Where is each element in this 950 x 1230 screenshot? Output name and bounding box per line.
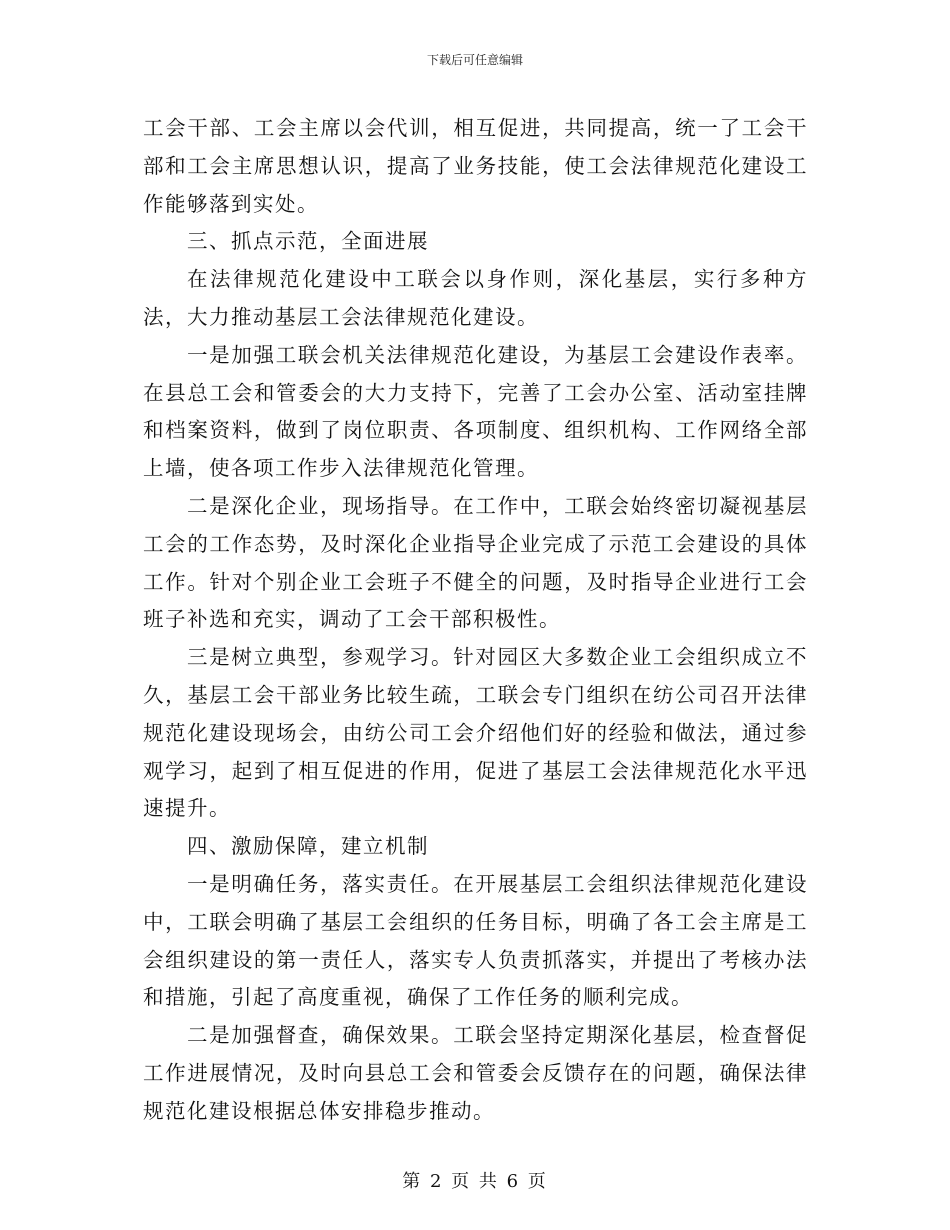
section-heading-3: 三、抓点示范，全面进展 xyxy=(187,229,429,254)
paragraph: 二是加强督查，确保效果。工联会坚持定期深化基层，检查督促工作进展情况，及时向县总工会和管委会反馈存在的问题，确保法律规范化建设根据总体安排稳步推动。 xyxy=(143,1023,808,1123)
paragraph: 一是明确任务，落实责任。在开展基层工会组织法律规范化建设中，工联会明确了基层工会组织的任务目标，明确了各工会主席是工会组织建设的第一责任人，落实专人负责抓落实，并提出了考核办法和措施，引起了高度重视，确保了工作任务的顺利完成。 xyxy=(143,871,808,1010)
document-body xyxy=(143,110,808,1131)
paragraph: 一是加强工联会机关法律规范化建设，为基层工会建设作表率。在县总工会和管委会的大力支持下，完善了工会办公室、活动室挂牌和档案资料，做到了岗位职责、各项制度、组织机构、工作网络全部上墙，使各项工作步入法律规范化管理。 xyxy=(143,342,808,481)
paragraph: 二是深化企业，现场指导。在工作中，工联会始终密切凝视基层工会的工作态势，及时深化企业指导企业完成了示范工会建设的具体工作。针对个别企业工会班子不健全的问题，及时指导企业进行工会班子补选和充实，调动了工会干部积极性。 xyxy=(143,493,808,632)
paragraph: 在法律规范化建设中工联会以身作则，深化基层，实行多种方法，大力推动基层工会法律规范化建设。 xyxy=(143,267,808,329)
paragraph: 三是树立典型，参观学习。针对园区大多数企业工会组织成立不久，基层工会干部业务比较生疏，工联会专门组织在纺公司召开法律规范化建设现场会，由纺公司工会介绍他们好的经验和做法，通过参观学习，起到了相互促进的作用，促进了基层工会法律规范化水平迅速提升。 xyxy=(143,645,808,821)
page-header: 下载后可任意编辑 xyxy=(426,53,523,67)
page-number: 第 2 页 共 6 页 xyxy=(402,1171,548,1192)
paragraph-continuation: 工会干部、工会主席以会代训，相互促进，共同提高，统一了工会干部和工会主席思想认识，提高了业务技能，使工会法律规范化建设工作能够落到实处。 xyxy=(143,116,808,216)
section-heading-4: 四、激励保障，建立机制 xyxy=(187,834,429,859)
